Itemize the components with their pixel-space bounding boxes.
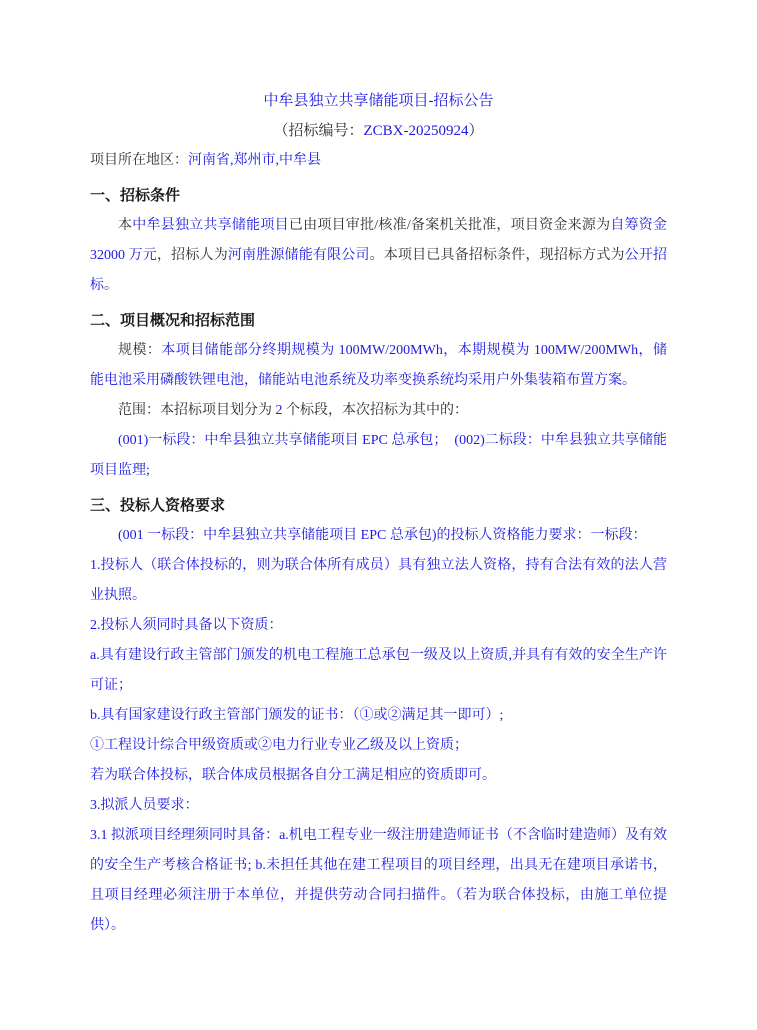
section-1-paragraph [90,211,667,301]
tenderee-name: 河南胜源储能有限公司 [227,248,370,263]
text-segment: ，招标人为 [157,248,228,263]
qualification-item-2d-text: 若为联合体投标，联合体成员根据各自分工满足相应的资质即可。 [90,768,496,783]
qualification-item-2-text: 2.投标人须同时具备以下资质： [90,618,283,633]
scale-paragraph [90,336,667,396]
text-segment: 已由项目审批/核准/备案机关批准，项目资金来源为 [288,218,611,233]
scope-paragraph [90,396,667,426]
lots-text: (001)一标段：中牟县独立共享储能项目 EPC 总承包； (002)二标段：中牟县独立共享储能项目监理; [90,433,667,478]
qualification-item-3-text: 3.拟派人员要求： [90,798,199,813]
tender-method-text: 公开招标 [90,248,668,293]
project-location-line [90,146,667,176]
qualification-item-3-1 [90,821,667,941]
text-segment: 本 [118,218,133,233]
qualification-item-2c [90,731,667,761]
qualification-item-2d [90,761,667,791]
tender-number-suffix: ） [468,123,484,139]
qualification-item-2b [90,701,667,731]
tender-number-line [90,116,667,146]
text-segment: 。本项目已具备招标条件，现招标方式为 [369,248,625,263]
qualification-item-1-text: 1.投标人（联合体投标的，则为联合体所有成员）具有独立法人资格，持有合法有效的法人营业执照。 [90,558,667,603]
qualification-item-2a [90,641,667,701]
project-location-label: 项目所在地区： [90,153,188,168]
tender-number: ZCBX-20250924 [363,123,469,139]
document-title: 中牟县独立共享储能项目-招标公告 [263,93,494,109]
text-segment: 个标段，本次招标为其中的： [282,403,468,418]
scale-text: 本项目储能部分终期规模为 100MW/200MWh，本期规模为 100MW/200MWh，储能电池采用磷酸铁锂电池，储能站电池系统及功率变换系统均采用户外集装箱布置方案。 [90,343,667,388]
text-segment: 范围：本招标项目划分为 [118,403,276,418]
qualification-item-2c-text: ①工程设计综合甲级资质或②电力行业专业乙级及以上资质； [90,738,468,753]
qualification-item-3-1-text: 3.1 拟派项目经理须同时具备：a.机电工程专业一级注册建造师证书（不含临时建造师）及有效的安全生产考核合格证书; b.未担任其他在建工程项目的项目经理，出具无在建项目承诺书，且项目经理必须注册于本单位，并提供劳动合同扫描件。（若为联合体投标，由施工单位提供）。 [90,828,667,933]
tender-number-prefix: （招标编号： [273,123,364,139]
funding-source-text: 自筹资金 32000 万元 [90,218,668,263]
section-3-heading: 三、投标人资格要求 [90,498,226,514]
qualification-intro-text: (001 一标段：中牟县独立共享储能项目 EPC 总承包)的投标人资格能力要求：一标段： [118,528,647,543]
qualification-item-3 [90,791,667,821]
qualification-item-2 [90,611,667,641]
project-location-value: 河南省,郑州市,中牟县 [188,153,321,168]
section-2-heading: 二、项目概况和招标范围 [90,313,256,329]
section-1-heading: 一、招标条件 [90,188,181,204]
qualification-item-2b-text: b.具有国家建设行政主管部门颁发的证书：（①或②满足其一即可）; [90,708,504,723]
qualification-item-2a-text: a.具有建设行政主管部门颁发的机电工程施工总承包一级及以上资质,并具有有效的安全生产许可证； [90,648,667,693]
qualification-intro-paragraph [90,521,667,551]
project-name-link: 中牟县独立共享储能项目 [132,218,289,233]
lots-paragraph [90,426,667,486]
scale-label: 规模： [118,343,162,358]
text-segment: 。 [104,278,118,293]
qualification-item-1 [90,551,667,611]
lot-count: 2 [275,403,283,418]
